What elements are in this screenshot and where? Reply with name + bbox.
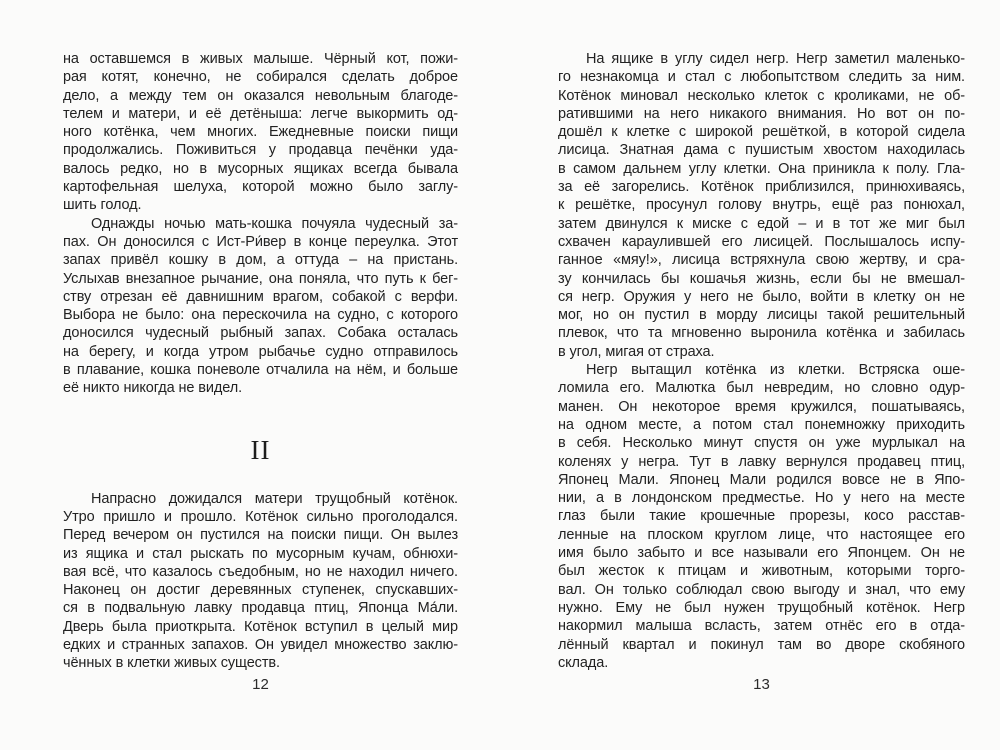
text-line: ганное «мяу!», лисица встряхнула свою жертву, и сра- xyxy=(558,252,965,269)
text-line: имя было забыто и все называли его Японцем. Он не xyxy=(558,545,965,562)
text-line: вая всё, что казалось съедобным, но не находил ничего. xyxy=(63,563,458,580)
text-line: телем и матери, и её детёныша: легче выкормить од- xyxy=(63,105,458,122)
text-line: го незнакомца и стал с любопытством следить за ним. xyxy=(558,69,965,86)
left-page-number: 12 xyxy=(252,676,269,693)
text-line: Негр вытащил котёнка из клетки. Встряска оше- xyxy=(586,362,965,379)
text-line: глаз были такие крошечные прорезы, косо расстав- xyxy=(558,508,965,525)
text-line: в плавание, кошка поневоле отчалила на нём, и больше xyxy=(63,362,458,379)
text-line: ся в подвальную лавку продавца птиц, Японца Ма́ли. xyxy=(63,600,458,617)
text-line: был жесток к птицам и животным, которыми торго- xyxy=(558,563,965,580)
text-line: Выбора не было: она перескочила на судно, с которого xyxy=(63,307,458,324)
text-line: валось редко, но в мусорных ящиках всегда бывала xyxy=(63,160,458,177)
text-line: нии, а в лондонском предместье. Но у него на месте xyxy=(558,490,965,507)
text-line: плевок, что та мгновенно выронила котёнка и забилась xyxy=(558,325,965,342)
text-line: дошёл к клетке с широкой решёткой, в которой сидела xyxy=(558,124,965,141)
paragraph xyxy=(558,361,965,672)
text-line: ратившими на него никакого внимания. Но вот он по- xyxy=(558,105,965,122)
text-line: Дверь была приоткрыта. Котёнок вступил в целый мир xyxy=(63,618,458,635)
text-line: запах привёл кошку в дом, а оттуда – на пристань. xyxy=(63,252,458,269)
text-line: в угол, мигая от страха. xyxy=(558,343,715,360)
text-line: Перед вечером он пустился на поиски пищи. Он вылез xyxy=(63,527,458,544)
text-line: накормил малыша всласть, затем отнёс его в отда- xyxy=(558,618,965,635)
text-line: дело, а между тем он оказался невольным благоде- xyxy=(63,87,458,104)
chapter-heading: II xyxy=(250,434,271,465)
text-line: на берегу, и когда утром рыбачье судно отправилось xyxy=(63,343,458,360)
text-line: Однажды ночью мать-кошка почуяла чудесный за- xyxy=(91,215,458,232)
text-line: её никто никогда не видел. xyxy=(63,380,243,397)
text-line: лённый квартал и покинул там во дворе скобяного xyxy=(558,636,965,653)
left-page-text xyxy=(63,50,458,673)
paragraph xyxy=(558,50,965,361)
text-line: едких и странных запахов. Он увидел множество заклю- xyxy=(63,637,458,654)
text-line: лисица. Знатная дама с пушистым хвостом находилась xyxy=(558,142,965,159)
text-line: пах. Он доносился с Ист-Ри́вер в конце переулка. Этот xyxy=(63,233,458,250)
text-line: доносился чудесный рыбный запах. Собака осталась xyxy=(63,325,458,342)
text-line: склада. xyxy=(558,654,609,671)
text-line: в самом дальнем углу клетки. Она приникла к полу. Гла- xyxy=(558,160,965,177)
text-line: ству отрезан её давнишним врагом, собакой с верфи. xyxy=(63,288,458,305)
right-page-text xyxy=(558,50,965,672)
text-line: коленях у негра. Тут в лавку вернулся продавец птиц, xyxy=(558,453,965,470)
text-line: шить голод. xyxy=(63,197,142,214)
text-line: чённых в клетки живых существ. xyxy=(63,655,280,672)
text-line: Напрасно дожидался матери трущобный котёнок. xyxy=(91,490,458,507)
text-line: нужно. Ему не был нужен трущобный котёнок. Негр xyxy=(558,599,965,616)
right-page xyxy=(558,50,965,722)
text-line: Наконец он достиг деревянных ступенек, спускавших- xyxy=(63,582,458,599)
text-line: ленные на плоском круглом лице, что настоящее его xyxy=(558,526,965,543)
paragraph xyxy=(63,215,458,398)
text-line: к решётке, просунул голову внутрь, ещё раз понюхал, xyxy=(558,197,965,214)
paragraph xyxy=(63,490,458,673)
text-line: из ящика и стал рыскать по мусорным кучам, обнюхи- xyxy=(63,545,458,562)
paragraph xyxy=(63,50,458,215)
text-line: мог, но он пустил в морду лисицы такой решительный xyxy=(558,307,965,324)
text-line: на одном месте, а потом стал понемножку приходить xyxy=(558,416,965,433)
right-page-number: 13 xyxy=(753,676,770,693)
text-line: вал. Он только соблюдал свою выгоду и знал, что ему xyxy=(558,581,965,598)
text-line: рая котят, конечно, не собирался сделать доброе xyxy=(63,69,458,86)
text-line: Котёнок миновал несколько клеток с кроликами, не об- xyxy=(558,87,965,104)
text-line: ся негр. Оружия у него не было, войти в клетку он не xyxy=(558,288,965,305)
text-line: Японец Мали. Японец Мали родился вовсе не в Япо- xyxy=(558,471,965,488)
text-line: Утро пришло и прошло. Котёнок сильно проголодался. xyxy=(63,508,458,525)
left-page xyxy=(63,50,458,722)
text-line: ломила его. Малютка был невредим, но словно одур- xyxy=(558,380,965,397)
text-line: Услыхав внезапное рычание, она поняла, что путь к бег- xyxy=(63,270,458,287)
text-line: за её загорелись. Котёнок приблизился, принюхиваясь, xyxy=(558,179,965,196)
text-line: ного котёнка, чем многих. Ежедневные поиски пищи xyxy=(63,124,458,141)
text-line: манен. Он некоторое время кружился, пошатываясь, xyxy=(558,398,965,415)
text-line: зу кончилась бы кошачья жизнь, если бы не вмешал- xyxy=(558,270,965,287)
text-line: На ящике в углу сидел негр. Негр заметил маленько- xyxy=(586,51,965,67)
text-line: затем двинулся к миске с едой – и в тот же миг был xyxy=(558,215,965,232)
text-line: схвачен караулившей его лисицей. Послышалось испу- xyxy=(558,233,965,250)
text-line: продолжались. Поживиться у продавца печёнки уда- xyxy=(63,142,458,159)
text-line: на оставшемся в живых малыше. Чёрный кот, пожи- xyxy=(63,51,458,67)
text-line: картофельная шелуха, которой можно было заглу- xyxy=(63,179,458,196)
text-line: в себя. Несколько минут спустя он уже мурлыкал на xyxy=(558,435,965,452)
